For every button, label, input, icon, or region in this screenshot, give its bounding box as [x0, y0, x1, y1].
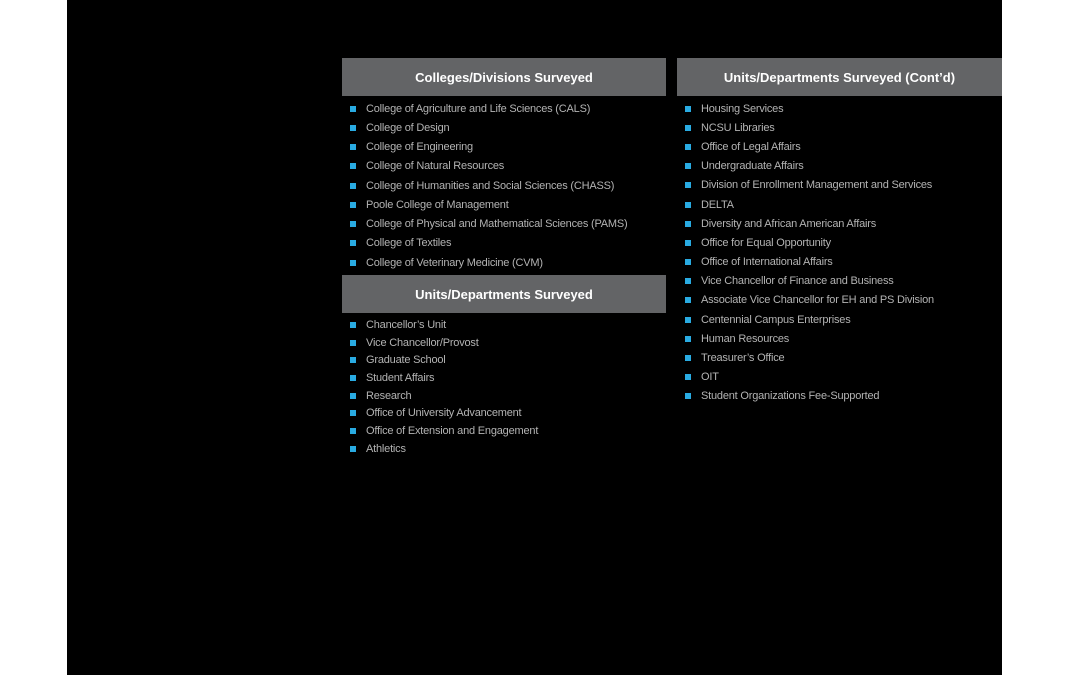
bullet-square-icon — [350, 106, 356, 112]
units-list — [342, 316, 538, 458]
list-item-label: DELTA — [701, 198, 734, 211]
list-item-label: College of Physical and Mathematical Sciences (PAMS) — [366, 218, 628, 231]
list-item-label: College of Design — [366, 121, 450, 134]
list-item-label: Student Affairs — [366, 371, 435, 384]
bullet-square-icon — [350, 144, 356, 150]
list-item — [342, 316, 538, 334]
list-item — [677, 176, 934, 195]
bullet-square-icon — [685, 106, 691, 112]
list-item — [342, 369, 538, 387]
list-item-label: Vice Chancellor/Provost — [366, 336, 479, 349]
bullet-square-icon — [685, 393, 691, 399]
list-item — [342, 215, 627, 234]
bullet-square-icon — [685, 336, 691, 342]
bullet-square-icon — [685, 202, 691, 208]
units-contd-list — [677, 99, 934, 406]
list-item — [677, 137, 934, 156]
list-item-label: Treasurer’s Office — [701, 352, 785, 365]
list-item-label: NCSU Libraries — [701, 121, 775, 134]
list-item — [677, 348, 934, 367]
bullet-square-icon — [350, 357, 356, 363]
bullet-square-icon — [685, 240, 691, 246]
units-contd-header-title: Units/Departments Surveyed (Cont’d) — [723, 69, 956, 85]
bullet-square-icon — [350, 446, 356, 452]
list-item-label: Office of University Advancement — [366, 407, 522, 420]
list-item — [342, 234, 627, 253]
list-item — [342, 334, 538, 352]
list-item — [342, 99, 627, 118]
list-item — [342, 404, 538, 422]
bullet-square-icon — [350, 428, 356, 434]
list-item-label: College of Agriculture and Life Sciences (CALS) — [366, 102, 591, 115]
list-item — [342, 118, 627, 137]
bullet-square-icon — [350, 221, 356, 227]
bullet-square-icon — [685, 182, 691, 188]
list-item-label: OIT — [701, 371, 719, 384]
list-item-label: Research — [366, 389, 412, 402]
bullet-square-icon — [350, 410, 356, 416]
bullet-square-icon — [685, 278, 691, 284]
list-item-label: College of Natural Resources — [366, 160, 505, 173]
list-item-label: Undergraduate Affairs — [701, 160, 804, 173]
bullet-square-icon — [685, 221, 691, 227]
bullet-square-icon — [350, 322, 356, 328]
list-item — [342, 138, 627, 157]
list-item-label: Housing Services — [701, 102, 784, 115]
bullet-square-icon — [350, 163, 356, 169]
bullet-square-icon — [350, 393, 356, 399]
list-item — [677, 214, 934, 233]
bullet-square-icon — [685, 125, 691, 131]
list-item-label: College of Engineering — [366, 141, 473, 154]
bullet-square-icon — [685, 317, 691, 323]
bullet-square-icon — [350, 125, 356, 131]
list-item — [677, 329, 934, 348]
list-item — [677, 310, 934, 329]
list-item — [342, 440, 538, 458]
colleges-header — [342, 58, 666, 96]
list-item-label: Diversity and African American Affairs — [701, 217, 876, 230]
list-item — [677, 99, 934, 118]
list-item-label: Vice Chancellor of Finance and Business — [701, 275, 894, 288]
list-item-label: Office for Equal Opportunity — [701, 236, 831, 249]
list-item — [342, 253, 627, 272]
bullet-square-icon — [350, 260, 356, 266]
list-item — [677, 368, 934, 387]
units-contd-header — [677, 58, 1002, 96]
slide — [67, 0, 1002, 675]
list-item-label: Student Organizations Fee-Supported — [701, 390, 880, 403]
list-item — [342, 351, 538, 369]
list-item — [677, 118, 934, 137]
list-item — [677, 291, 934, 310]
bullet-square-icon — [685, 163, 691, 169]
list-item-label: Graduate School — [366, 354, 446, 367]
bullet-square-icon — [350, 340, 356, 346]
list-item — [677, 272, 934, 291]
bullet-square-icon — [685, 374, 691, 380]
list-item-label: Centennial Campus Enterprises — [701, 313, 851, 326]
units-header-title: Units/Departments Surveyed — [415, 286, 593, 302]
list-item-label: Office of International Affairs — [701, 256, 833, 269]
bullet-square-icon — [685, 297, 691, 303]
bullet-square-icon — [350, 375, 356, 381]
list-item-label: Associate Vice Chancellor for EH and PS Division — [701, 294, 934, 307]
list-item-label: Office of Legal Affairs — [701, 140, 801, 153]
colleges-list — [342, 99, 627, 272]
bullet-square-icon — [350, 240, 356, 246]
bullet-square-icon — [685, 144, 691, 150]
list-item-label: College of Humanities and Social Sciences (CHASS) — [366, 179, 615, 192]
bullet-square-icon — [685, 259, 691, 265]
list-item-label: Human Resources — [701, 332, 790, 345]
list-item — [342, 387, 538, 405]
list-item-label: College of Textiles — [366, 237, 452, 250]
list-item — [342, 157, 627, 176]
list-item — [342, 195, 627, 214]
list-item — [342, 176, 627, 195]
units-header — [342, 275, 666, 313]
list-item — [677, 157, 934, 176]
list-item — [677, 233, 934, 252]
list-item — [342, 422, 538, 440]
list-item-label: Office of Extension and Engagement — [366, 424, 539, 437]
list-item-label: Poole College of Management — [366, 198, 509, 211]
list-item — [677, 387, 934, 406]
list-item-label: College of Veterinary Medicine (CVM) — [366, 256, 543, 269]
list-item-label: Chancellor’s Unit — [366, 318, 446, 331]
bullet-square-icon — [350, 183, 356, 189]
colleges-header-title: Colleges/Divisions Surveyed — [415, 69, 593, 85]
bullet-square-icon — [685, 355, 691, 361]
bullet-square-icon — [350, 202, 356, 208]
list-item — [677, 253, 934, 272]
list-item — [677, 195, 934, 214]
list-item-label: Athletics — [366, 442, 406, 455]
list-item-label: Division of Enrollment Management and Services — [701, 179, 933, 192]
